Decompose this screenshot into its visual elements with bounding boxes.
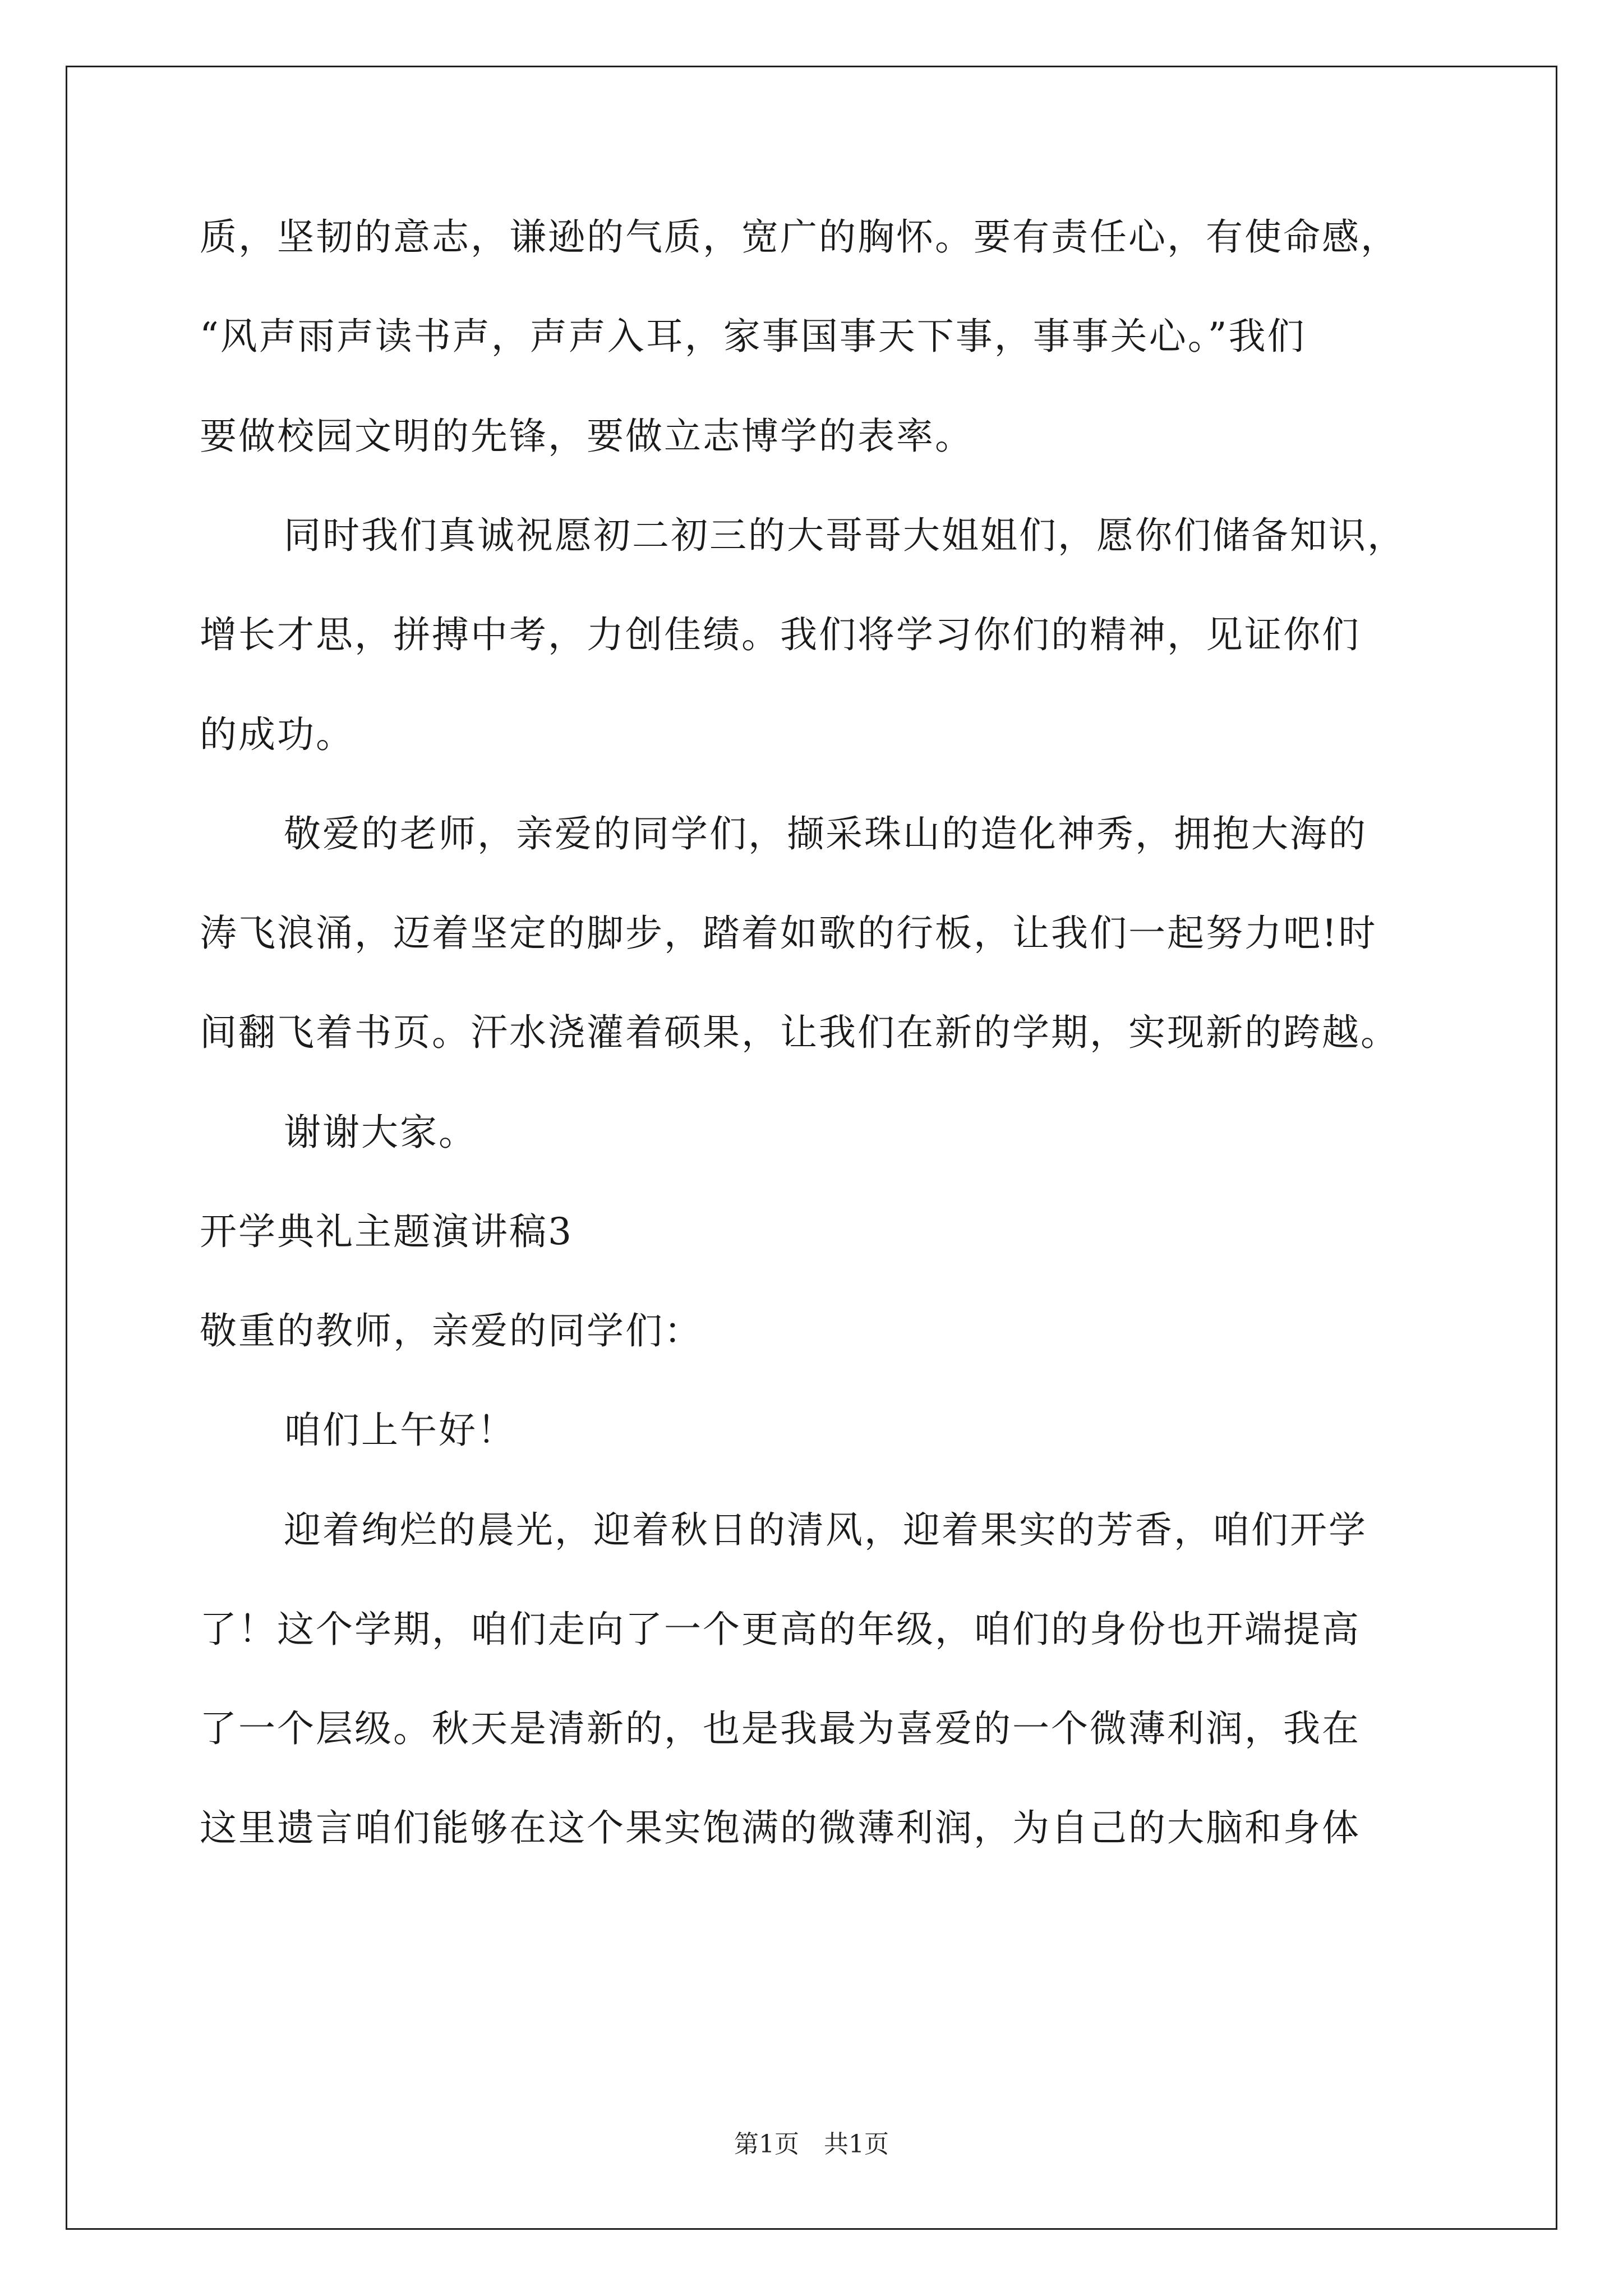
body-line: 谢谢大家。 bbox=[284, 1111, 477, 1154]
body-line: 增长才思，拼搏中考，力创佳绩。我们将学习你们的精神，见证你们 bbox=[200, 613, 1361, 656]
body-line: 涛飞浪涌，迈着坚定的脚步，踏着如歌的行板，让我们一起努力吧!时 bbox=[200, 912, 1377, 955]
salutation: 敬重的教师，亲爱的同学们： bbox=[200, 1309, 703, 1352]
body-line: 同时我们真诚祝愿初二初三的大哥哥大姐姐们，愿你们储备知识， bbox=[284, 514, 1406, 557]
page-number-footer: 第1页 共1页 bbox=[734, 2130, 889, 2159]
body-line: 的成功。 bbox=[200, 713, 354, 756]
section-heading: 开学典礼主题演讲稿3 bbox=[200, 1210, 573, 1253]
body-line: 了！这个学期，咱们走向了一个更高的年级，咱们的身份也开端提高 bbox=[200, 1608, 1361, 1651]
body-line: 了一个层级。秋天是清新的，也是我最为喜爱的一个微薄利润，我在 bbox=[200, 1707, 1361, 1750]
body-line: 敬爱的老师，亲爱的同学们，撷采珠山的造化神秀，拥抱大海的 bbox=[284, 812, 1367, 855]
body-line: 间翻飞着书页。汗水浇灌着硕果，让我们在新的学期，实现新的跨越。 bbox=[200, 1011, 1399, 1054]
greeting: 咱们上午好！ bbox=[284, 1409, 516, 1452]
body-line: 迎着绚烂的晨光，迎着秋日的清风，迎着果实的芳香，咱们开学 bbox=[284, 1508, 1367, 1552]
body-line: 这里遗言咱们能够在这个果实饱满的微薄利润，为自己的大脑和身体 bbox=[200, 1806, 1361, 1849]
body-line: 要做校园文明的先锋，要做立志博学的表率。 bbox=[200, 415, 974, 458]
body-line: 质，坚韧的意志，谦逊的气质，宽广的胸怀。要有责任心，有使命感， bbox=[200, 215, 1399, 259]
body-line: “风声雨声读书声，声声入耳，家事国事天下事，事事关心。”我们 bbox=[200, 315, 1306, 358]
